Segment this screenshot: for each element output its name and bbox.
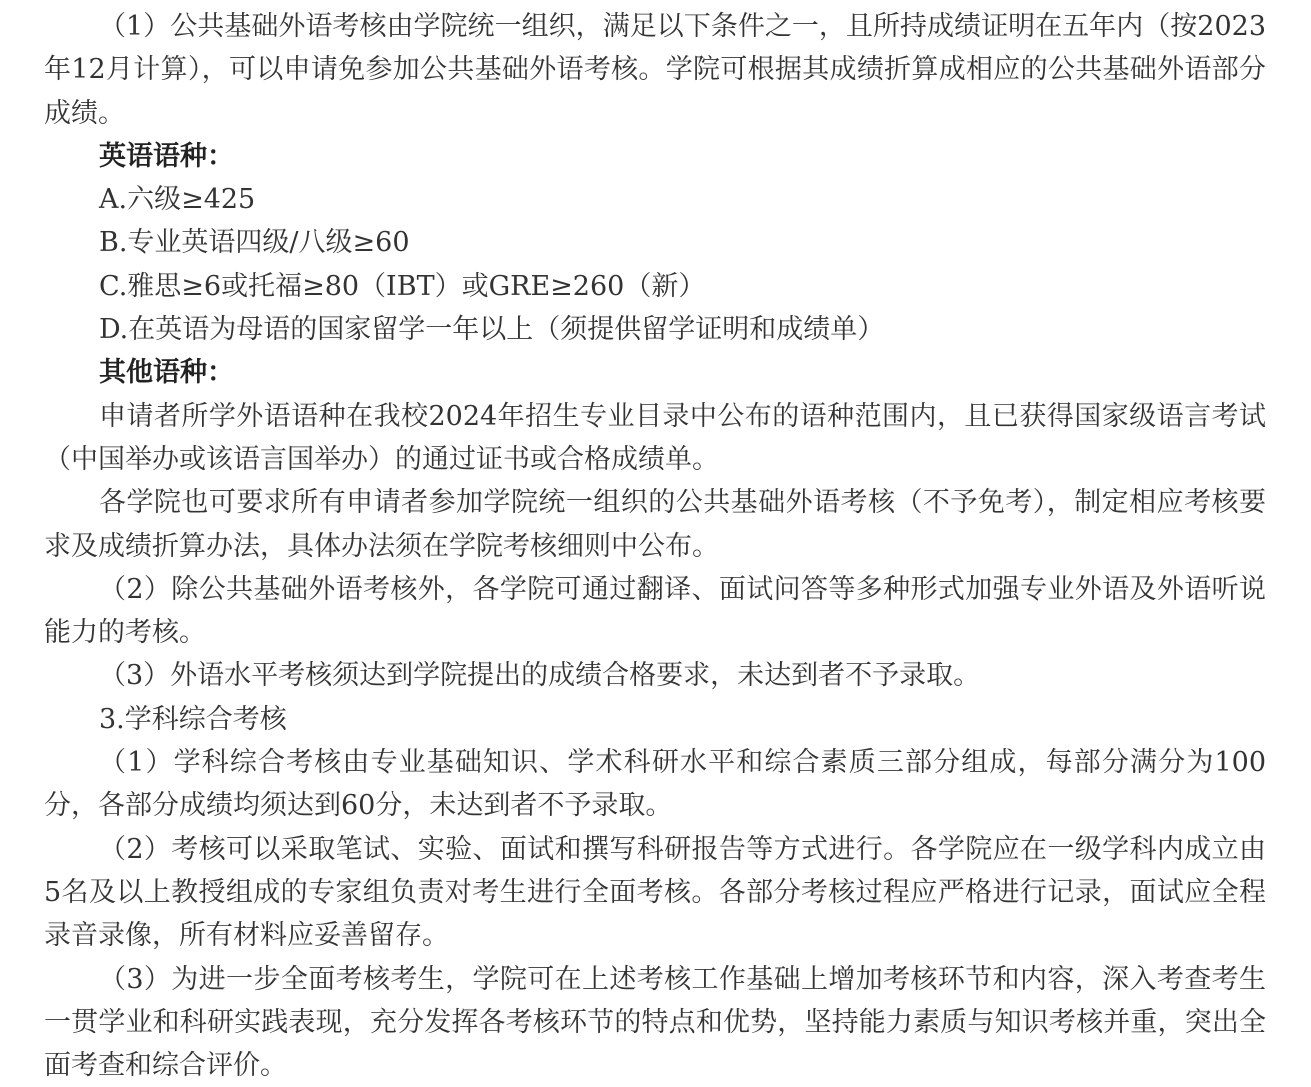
list-item-tem: B.专业英语四级/八级≥60 (99, 227, 410, 259)
paragraph-additional-assessment: （3）为进一步全面考核考生，学院可在上述考核工作基础上增加考核环节和内容，深入考查考生一贯学业和科研实践表现，充分发挥各考核环节的特点和优势，坚持能力素质与知识考核并重，突出全面考查和综合评价。 (44, 963, 1266, 1082)
list-item-ielts-toefl-gre: C.雅思≥6或托福≥80（IBT）或GRE≥260（新） (99, 270, 706, 302)
document-body (44, 5, 1266, 1087)
paragraph-assessment-components: （1）学科综合考核由专业基础知识、学术科研水平和综合素质三部分组成，每部分满分为100分，各部分成绩均须达到60分，未达到者不予录取。 (44, 747, 1266, 822)
heading-english-language: 英语语种： (99, 140, 234, 172)
paragraph-assessment-methods: （2）考核可以采取笔试、实验、面试和撰写科研报告等方式进行。各学院应在一级学科内成立由5名及以上教授组成的专家组负责对考生进行全面考核。各部分考核过程应严格进行记录，面试应全程录音录像，所有材料应妥善留存。 (44, 833, 1266, 952)
paragraph-passing-requirement: （3）外语水平考核须达到学院提出的成绩合格要求，未达到者不予录取。 (99, 660, 981, 692)
list-item-study-abroad: D.在英语为母语的国家留学一年以上（须提供留学证明和成绩单） (99, 314, 885, 346)
paragraph-other-languages-requirement: 申请者所学外语语种在我校2024年招生专业目录中公布的语种范围内，且已获得国家级语言考试（中国举办或该语言国举办）的通过证书或合格成绩单。 (44, 400, 1266, 475)
list-item-cet6: A.六级≥425 (99, 184, 256, 216)
paragraph-college-unified-exam: 各学院也可要求所有申请者参加学院统一组织的公共基础外语考核（不予免考），制定相应考核要求及成绩折算办法，具体办法须在学院考核细则中公布。 (44, 487, 1266, 562)
paragraph-foreign-language-exam-exemption: （1）公共基础外语考核由学院统一组织，满足以下条件之一，且所持成绩证明在五年内（按2023年12月计算），可以申请免参加公共基础外语考核。学院可根据其成绩折算成相应的公共基础外语部分成绩。 (44, 11, 1266, 129)
paragraph-professional-foreign-language: （2）除公共基础外语考核外，各学院可通过翻译、面试问答等多种形式加强专业外语及外语听说能力的考核。 (44, 573, 1266, 649)
section-heading-comprehensive-assessment: 3.学科综合考核 (99, 703, 287, 735)
heading-other-languages: 其他语种： (99, 357, 234, 389)
